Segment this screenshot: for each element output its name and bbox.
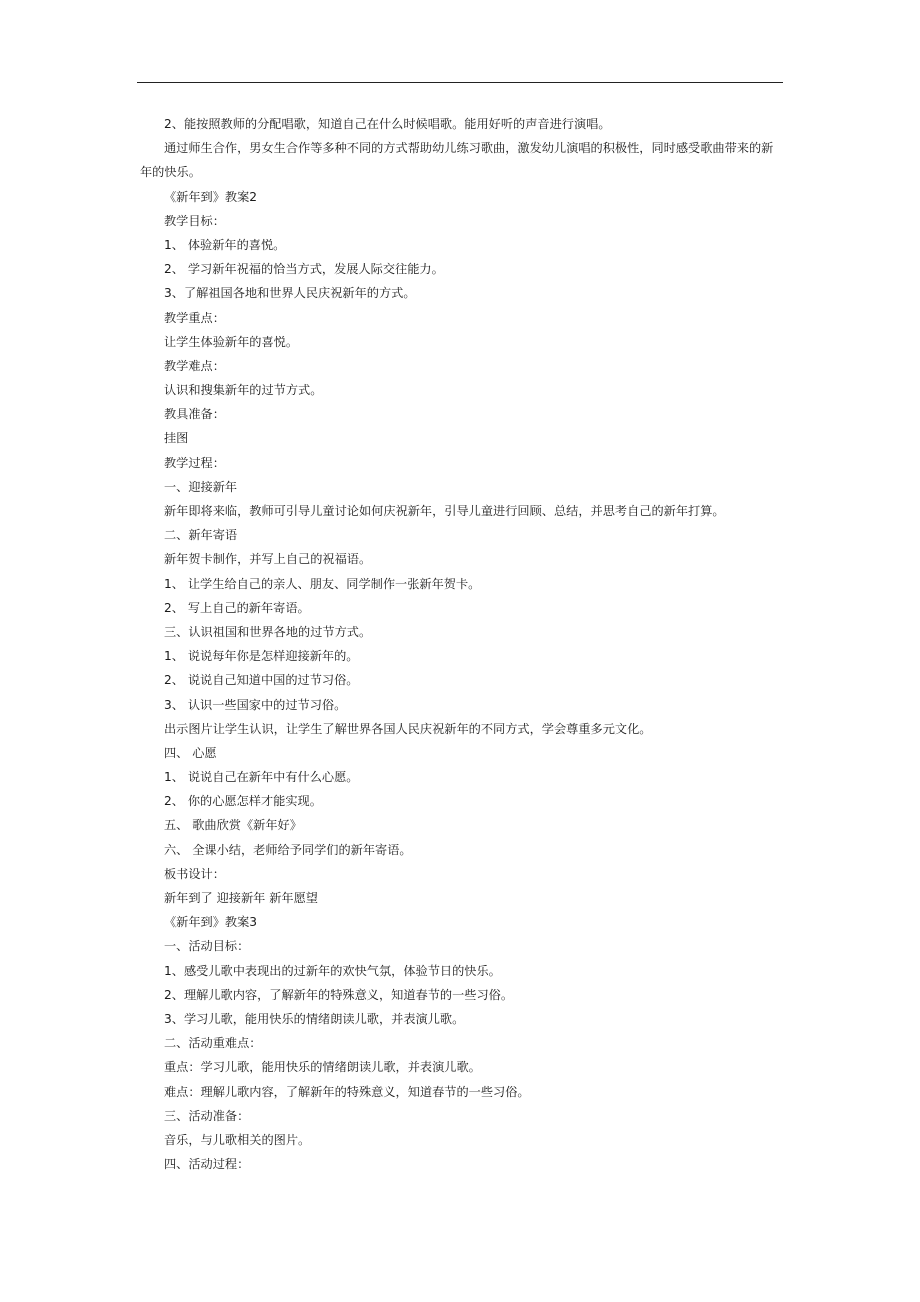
step-heading: 二、新年寄语	[164, 528, 238, 543]
step-heading: 四、活动过程：	[164, 1157, 250, 1172]
text-line: 让学生体验新年的喜悦。	[164, 334, 299, 349]
step-heading: 一、迎接新年	[164, 479, 238, 494]
list-item: 3、了解祖国各地和世界人民庆祝新年的方式。	[164, 286, 416, 301]
text-line: 新年即将来临，教师可引导儿童讨论如何庆祝新年，引导儿童进行回顾、总结，并思考自己的新年打算。	[164, 504, 725, 519]
header-rule	[137, 82, 783, 83]
list-item: 1、 说说自己在新年中有什么心愿。	[164, 770, 359, 785]
text-line: 2、能按照教师的分配唱歌，知道自己在什么时候唱歌。能用好听的声音进行演唱。	[164, 117, 611, 131]
heading-difficulty: 教学难点：	[164, 358, 225, 373]
step-heading: 五、 歌曲欣赏《新年好》	[164, 818, 302, 833]
text-line: 新年到了 迎接新年 新年愿望	[164, 891, 318, 906]
step-heading: 六、 全课小结，老师给予同学们的新年寄语。	[164, 842, 412, 857]
list-item: 1、 体验新年的喜悦。	[164, 237, 286, 252]
step-heading: 四、 心愿	[164, 745, 217, 760]
text-line: 认识和搜集新年的过节方式。	[164, 383, 323, 398]
text-line: 难点：理解儿歌内容，了解新年的特殊意义，知道春节的一些习俗。	[164, 1084, 530, 1099]
heading-materials: 教具准备：	[164, 407, 225, 422]
section-title: 《新年到》教案3	[164, 915, 258, 930]
step-heading: 二、活动重难点：	[164, 1036, 262, 1051]
section-title: 《新年到》教案2	[164, 189, 258, 204]
list-item: 1、 让学生给自己的亲人、朋友、同学制作一张新年贺卡。	[164, 576, 481, 591]
step-heading: 三、认识祖国和世界各地的过节方式。	[164, 624, 372, 639]
heading-key-point: 教学重点：	[164, 310, 225, 325]
list-item: 2、 学习新年祝福的恰当方式，发展人际交往能力。	[164, 262, 444, 277]
heading-board-design: 板书设计：	[164, 866, 225, 881]
heading-teaching-goals: 教学目标：	[164, 213, 225, 228]
list-item: 2、理解儿歌内容，了解新年的特殊意义，知道春节的一些习俗。	[164, 987, 514, 1002]
list-item: 3、学习儿歌，能用快乐的情绪朗读儿歌，并表演儿歌。	[164, 1011, 465, 1026]
list-item: 2、 你的心愿怎样才能实现。	[164, 794, 322, 809]
document-body	[140, 112, 784, 1176]
text-paragraph: 通过师生合作，男女生合作等多种不同的方式帮助幼儿练习歌曲，激发幼儿演唱的积极性，同时感受歌曲带来的新年的快乐。	[140, 141, 774, 180]
text-line: 挂图	[164, 431, 189, 446]
step-heading: 一、活动目标：	[164, 939, 250, 954]
heading-process: 教学过程：	[164, 455, 225, 470]
text-line: 音乐，与儿歌相关的图片。	[164, 1132, 311, 1147]
text-line: 出示图片让学生认识，让学生了解世界各国人民庆祝新年的不同方式，学会尊重多元文化。	[164, 721, 652, 736]
list-item: 2、 写上自己的新年寄语。	[164, 600, 310, 615]
text-line: 新年贺卡制作，并写上自己的祝福语。	[164, 552, 372, 567]
list-item: 2、 说说自己知道中国的过节习俗。	[164, 673, 359, 688]
list-item: 1、 说说每年你是怎样迎接新年的。	[164, 649, 359, 664]
step-heading: 三、活动准备：	[164, 1108, 250, 1123]
list-item: 1、感受儿歌中表现出的过新年的欢快气氛，体验节日的快乐。	[164, 963, 501, 978]
list-item: 3、 认识一些国家中的过节习俗。	[164, 697, 347, 712]
text-line: 重点：学习儿歌，能用快乐的情绪朗读儿歌，并表演儿歌。	[164, 1060, 481, 1075]
